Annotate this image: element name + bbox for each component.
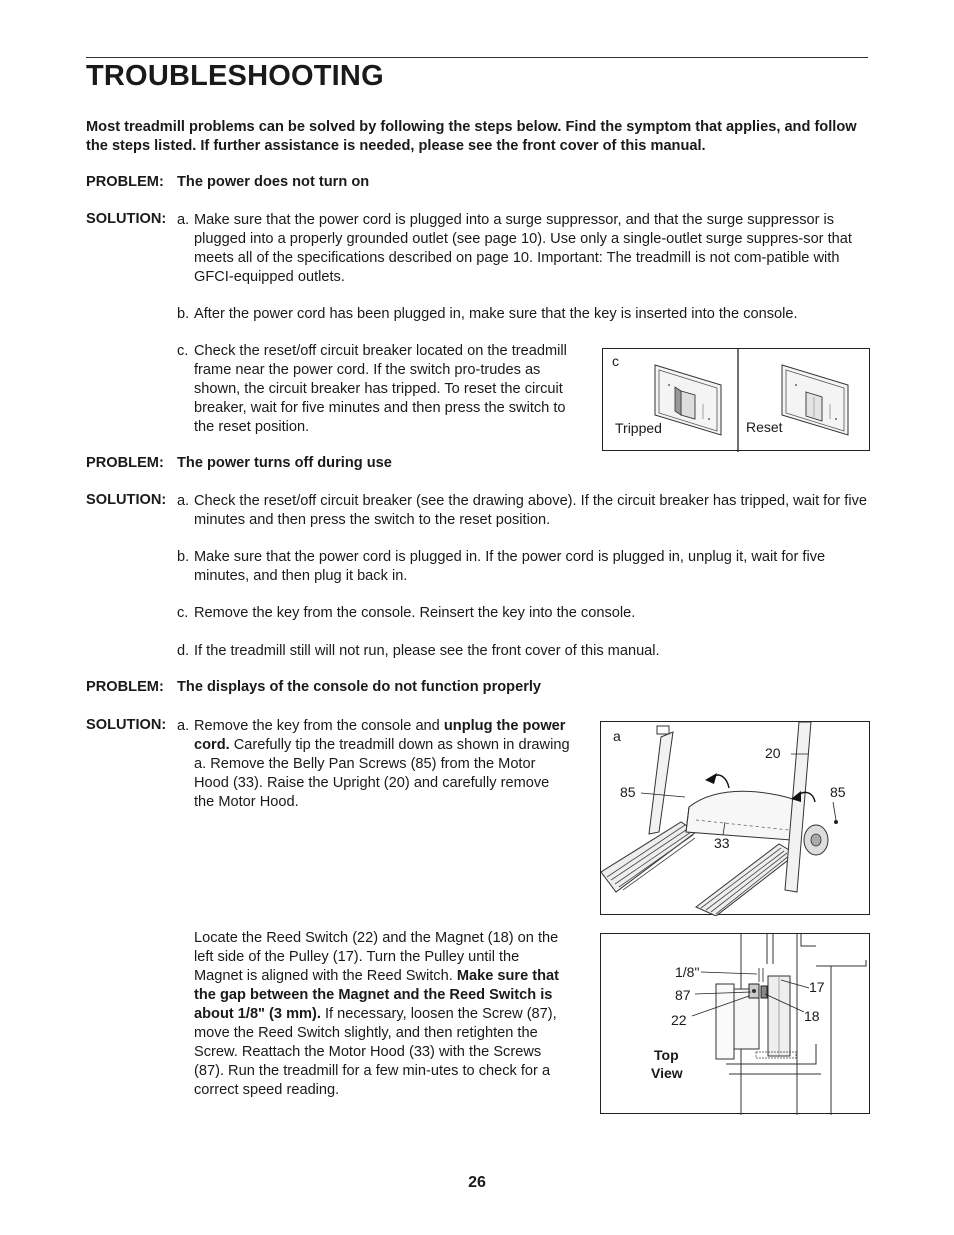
- step-text-pre: Remove the key from the console and: [194, 718, 444, 734]
- callout-20: 20: [765, 745, 781, 761]
- step-text: After the power cord has been plugged in, make sure that the key is inserted into the console.: [194, 306, 798, 322]
- top-view-caption-line2: View: [651, 1065, 683, 1081]
- step-text: Make sure that the power cord is plugged in. If the power cord is plugged in, unplug it, wait for five minutes, and then plug it back in.: [194, 549, 826, 584]
- problem-2: [86, 455, 392, 471]
- figure-letter: c: [612, 353, 619, 369]
- step-letter: c.: [177, 343, 189, 359]
- step-letter: b.: [177, 306, 190, 322]
- solution-label: SOLUTION:: [86, 717, 167, 733]
- figure-letter: a: [613, 728, 621, 744]
- callout-85-left: 85: [620, 784, 636, 800]
- intro-paragraph: Most treadmill problems can be solved by following the steps below. Find the symptom that applies, and follow the steps listed. If further assistance is needed, please see the front cover of this manual.: [86, 119, 857, 154]
- solution-step: [177, 211, 877, 287]
- problem-label: PROBLEM:: [86, 455, 164, 471]
- circuit-breaker-figure: [602, 348, 870, 451]
- step-text: [194, 929, 571, 1100]
- problem-title: The power turns off during use: [177, 455, 392, 471]
- reed-switch-figure: [600, 933, 870, 1114]
- step-text-post: If necessary, loosen the Screw (87), move the Reed Switch slightly, and then retighten the Screw. Reattach the Motor Hood (33) with the Screws (87). Run the treadmill for a few min-utes to check for a correct speed reading.: [194, 1006, 557, 1098]
- reset-breaker-illustration: [782, 365, 848, 435]
- callout-33: 33: [714, 835, 730, 851]
- callout-18: 18: [804, 1008, 820, 1024]
- problem-label: PROBLEM:: [86, 679, 164, 695]
- callout-17: 17: [809, 979, 825, 995]
- problem-title: The power does not turn on: [177, 174, 370, 190]
- tripped-label: Tripped: [615, 420, 662, 436]
- page-number: 26: [468, 1174, 486, 1191]
- step-text: Make sure that the power cord is plugged into a surge suppressor, and that the surge suppressor is plugged into a properly grounded outlet (see page 10). Use only a single-outlet surge suppres-sor that meets all of the specifications described on page 10. Important: The treadmill is not com-patible with GFCI-equipped outlets.: [194, 212, 852, 285]
- top-view-caption-line1: Top: [654, 1047, 679, 1063]
- solution-label: SOLUTION:: [86, 211, 167, 227]
- reed-switch-drawing: [601, 934, 871, 1115]
- callout-22: 22: [671, 1012, 687, 1028]
- solution-step: [177, 548, 877, 586]
- problem-3: [86, 679, 541, 695]
- problem-title: The displays of the console do not function properly: [177, 679, 542, 695]
- reset-label: Reset: [746, 419, 783, 435]
- step-letter: b.: [177, 549, 190, 565]
- step-text-pre: Locate the Reed Switch (22) and the Magnet (18) on the left side of the Pulley (17). Turn the Pulley until the Magnet is aligned with the Reed Switch.: [194, 930, 559, 984]
- step-letter: c.: [177, 605, 189, 621]
- step-text: [194, 717, 571, 812]
- motor-hood-drawing: [601, 722, 871, 916]
- step-text: If the treadmill still will not run, please see the front cover of this manual.: [194, 643, 660, 659]
- step-letter: a.: [177, 212, 190, 228]
- step-letter: a.: [177, 718, 190, 734]
- step-text: Remove the key from the console. Reinsert the key into the console.: [194, 605, 636, 621]
- solution-step: [177, 929, 571, 1100]
- page-title: TROUBLESHOOTING: [86, 60, 384, 92]
- step-text-bold: Make sure that the gap between the Magnet and the Reed Switch is about 1/8" (3 mm).: [194, 968, 560, 1022]
- problem-label: PROBLEM:: [86, 174, 164, 190]
- motor-hood-figure: [600, 721, 870, 915]
- solution-step: [177, 642, 877, 661]
- step-letter: a.: [177, 493, 190, 509]
- problem-1: [86, 174, 369, 190]
- callout-87: 87: [675, 987, 691, 1003]
- header-rule: [86, 57, 868, 58]
- step-letter: d.: [177, 643, 190, 659]
- circuit-breaker-drawing: [603, 349, 871, 452]
- callout-gap: 1/8": [675, 964, 700, 980]
- step-text: Check the reset/off circuit breaker (see the drawing above). If the circuit breaker has tripped, wait for five minutes and then press the switch to the reset position.: [194, 493, 867, 528]
- callout-85-right: 85: [830, 784, 846, 800]
- solution-label: SOLUTION:: [86, 492, 167, 508]
- step-text: Check the reset/off circuit breaker located on the treadmill frame near the power cord. If the switch pro-trudes as shown, the circuit breaker has tripped. To reset the circuit breaker, wait for five minutes and then press the switch to the reset position.: [194, 343, 567, 435]
- step-text-bold: unplug the power cord.: [194, 718, 566, 753]
- solution-step: [177, 342, 571, 437]
- step-text-post: Carefully tip the treadmill down as shown in drawing a. Remove the Belly Pan Screws (85) from the Motor Hood (33). Raise the Upright (20) and carefully remove the Motor Hood.: [194, 737, 570, 810]
- tripped-breaker-illustration: [655, 365, 721, 435]
- solution-step: [177, 305, 877, 324]
- solution-step: [177, 717, 571, 812]
- solution-step: [177, 492, 877, 530]
- solution-step: [177, 604, 877, 623]
